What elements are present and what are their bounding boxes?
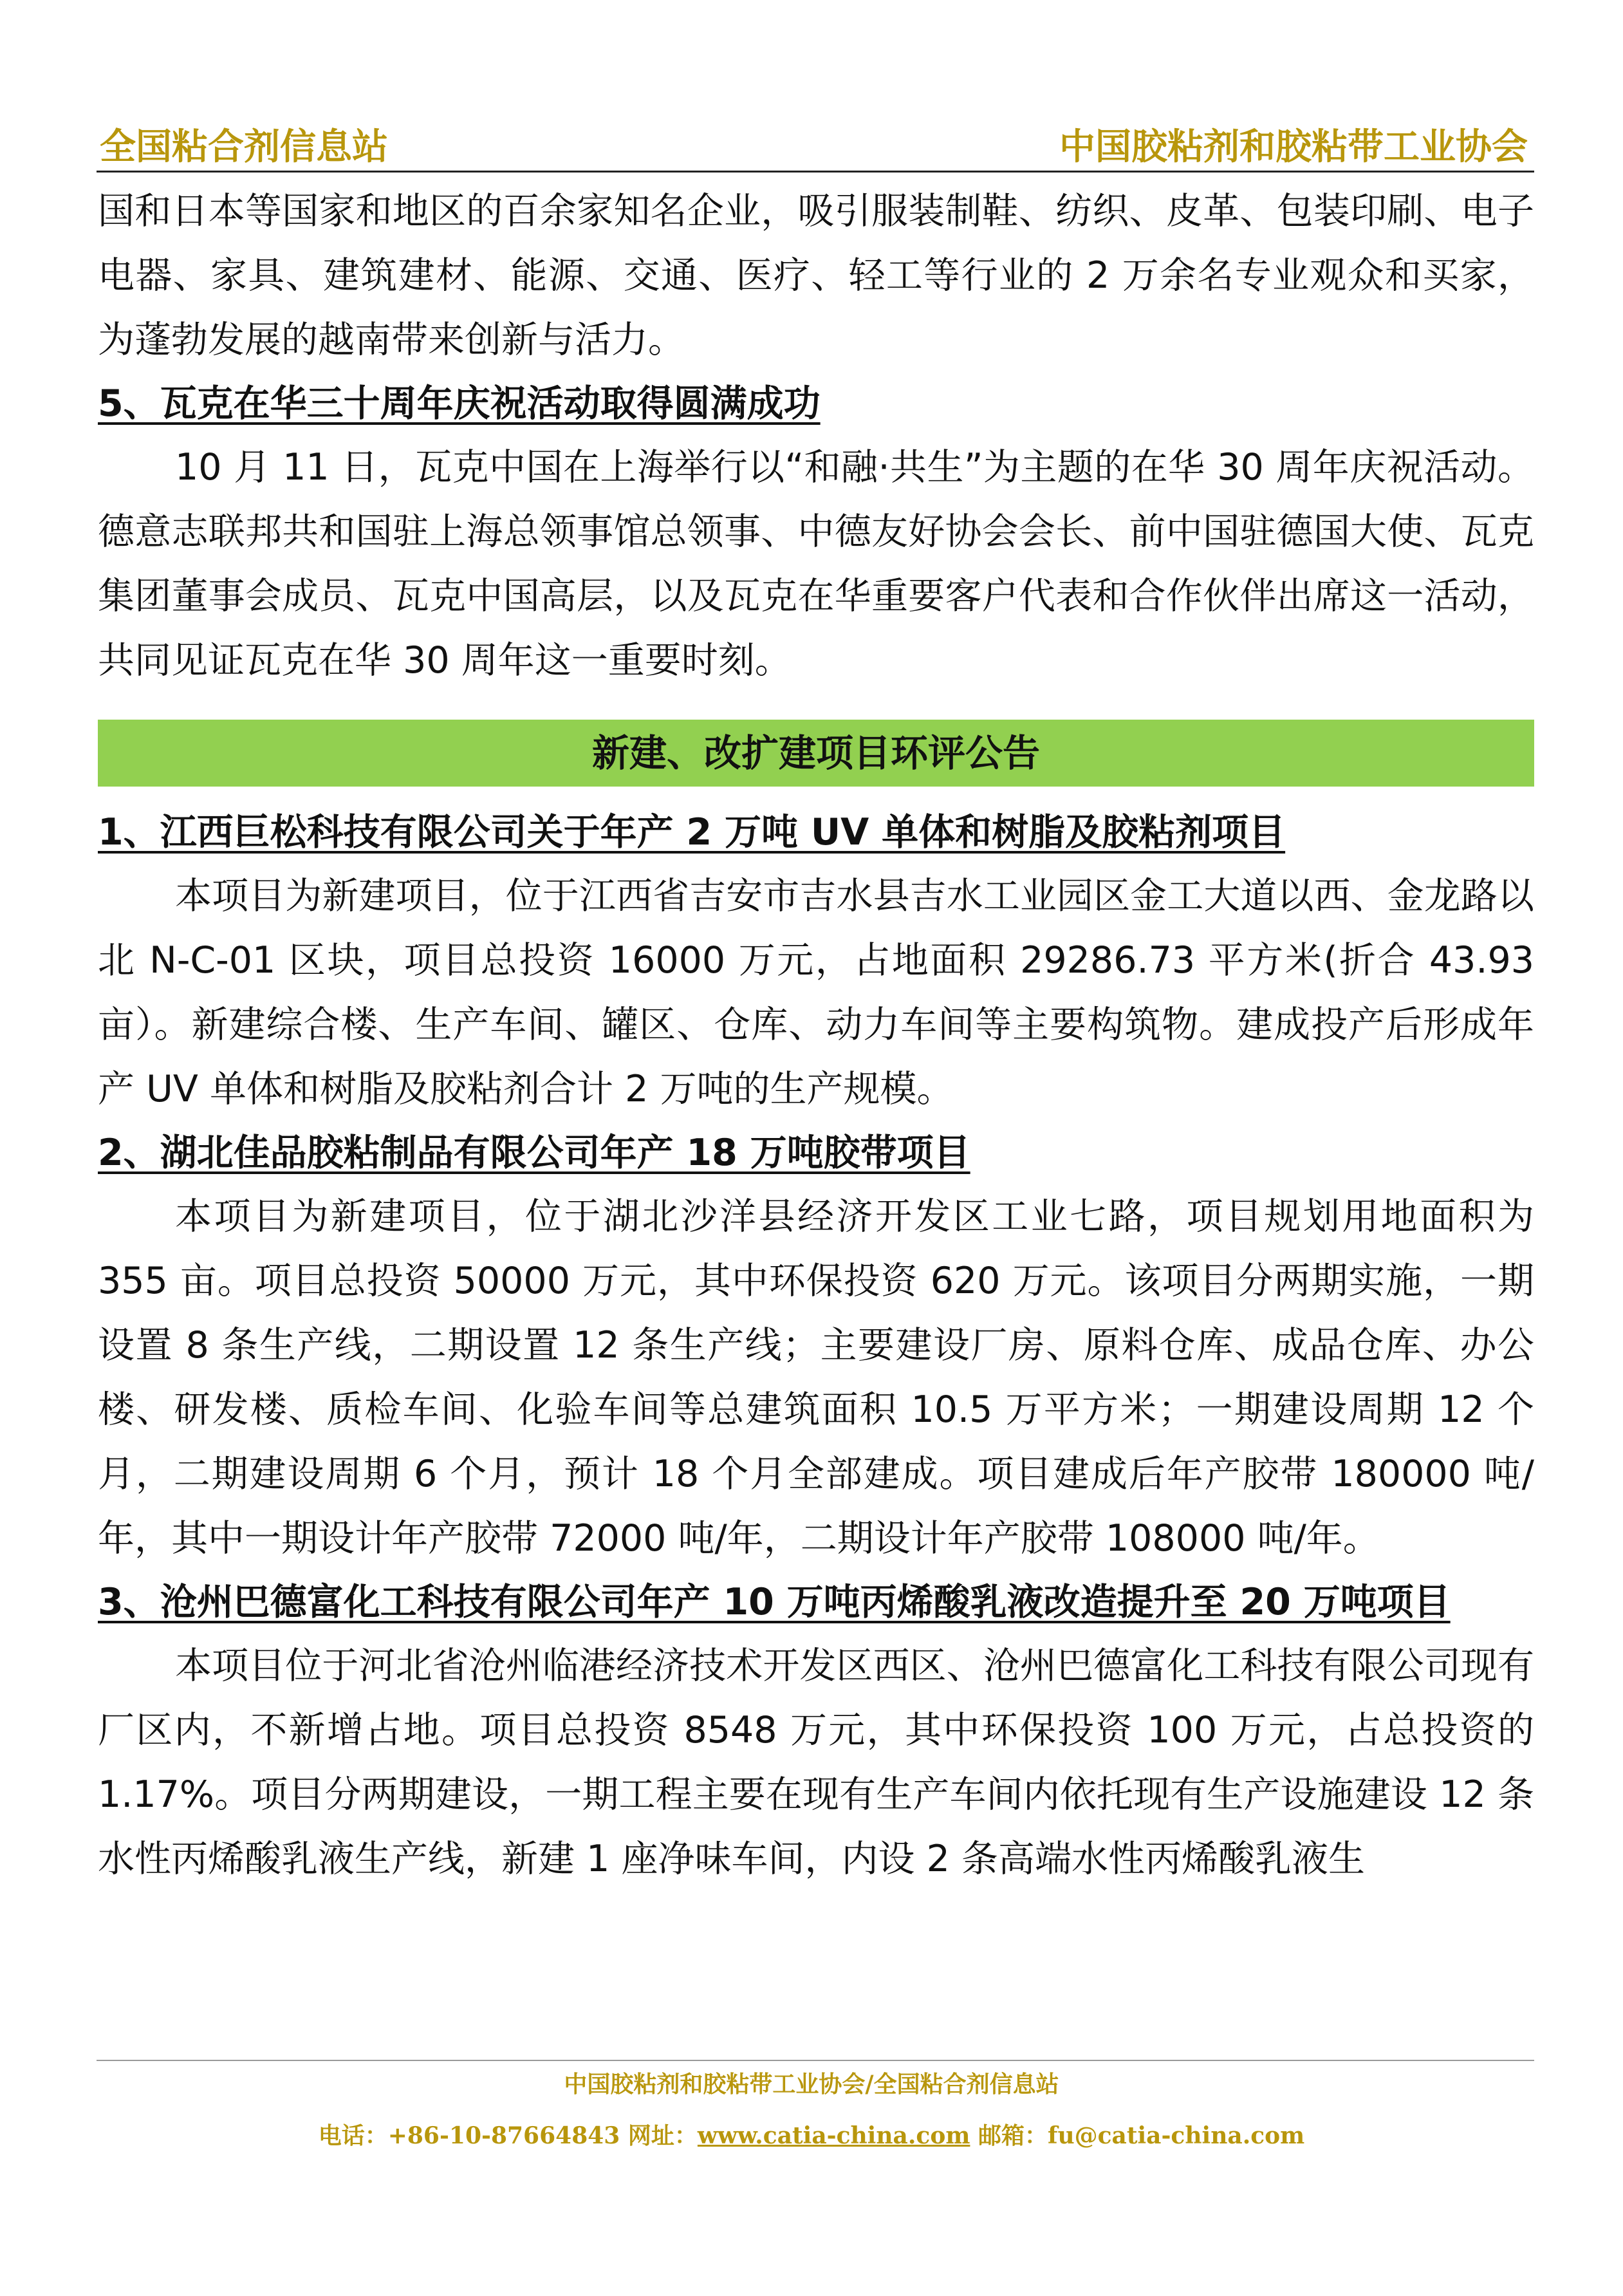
header-right-title: 中国胶粘剂和胶粘带工业协会	[1059, 126, 1528, 168]
section-5-heading: 5、瓦克在华三十周年庆祝活动取得圆满成功	[98, 382, 821, 425]
footer-phone: 电话：+86-10-87664843 网址：	[318, 2122, 698, 2149]
header-left-title: 全国粘合剂信息站	[100, 126, 388, 168]
project-1-paragraph: 本项目为新建项目，位于江西省吉安市吉水县吉水工业园区金工大道以西、金龙路以北 N-C-01 区块，项目总投资 16000 万元，占地面积 29286.73 平方米(折合 43.93 亩）。新建综合楼、生产车间、罐区、仓库、动力车间等主要构筑物。建成投产后形成年产 UV 单体和树脂及胶粘剂合计 2 万吨的生产规模。	[98, 875, 1534, 1110]
page-header	[97, 109, 1534, 173]
project-1-heading: 1、江西巨松科技有限公司关于年产 2 万吨 UV 单体和树脂及胶粘剂项目	[98, 811, 1286, 854]
page-content	[98, 179, 1534, 1891]
project-3-heading: 3、沧州巴德富化工科技有限公司年产 10 万吨丙烯酸乳液改造提升至 20 万吨项目	[98, 1581, 1451, 1623]
project-2-heading: 2、湖北佳品胶粘制品有限公司年产 18 万吨胶带项目	[98, 1132, 970, 1174]
section-5-paragraph: 10 月 11 日，瓦克中国在上海举行以“和融·共生”为主题的在华 30 周年庆祝活动。德意志联邦共和国驻上海总领事馆总领事、中德友好协会会长、前中国驻德国大使、瓦克集团董事会成员、瓦克中国高层，以及瓦克在华重要客户代表和合作伙伴出席这一活动，共同见证瓦克在华 30 周年这一重要时刻。	[98, 446, 1534, 682]
project-3-paragraph: 本项目位于河北省沧州临港经济技术开发区西区、沧州巴德富化工科技有限公司现有厂区内，不新增占地。项目总投资 8548 万元，其中环保投资 100 万元，占总投资的 1.17%。项目分两期建设，一期工程主要在现有生产车间内依托现有生产设施建设 12 条水性丙烯酸乳液生产线，新建 1 座净味车间，内设 2 条高端水性丙烯酸乳液生	[98, 1645, 1534, 1880]
project-2-paragraph: 本项目为新建项目，位于湖北沙洋县经济开发区工业七路，项目规划用地面积为 355 亩。项目总投资 50000 万元，其中环保投资 620 万元。该项目分两期实施，一期设置 8 条生产线，二期设置 12 条生产线；主要建设厂房、原料仓库、成品仓库、办公楼、研发楼、质检车间、化验车间等总建筑面积 10.5 万平方米；一期建设周期 12 个月，二期建设周期 6 个月，预计 18 个月全部建成。项目建成后年产胶带 180000 吨/年，其中一期设计年产胶带 72000 吨/年，二期设计年产胶带 108000 吨/年。	[98, 1195, 1534, 1560]
footer-email[interactable]: 邮箱：fu@catia-china.com	[970, 2122, 1305, 2149]
footer-org-line: 中国胶粘剂和胶粘带工业协会/全国粘合剂信息站	[564, 2071, 1059, 2098]
intro-paragraph: 国和日本等国家和地区的百余家知名企业，吸引服装制鞋、纺织、皮革、包装印刷、电子电器、家具、建筑建材、能源、交通、医疗、轻工等行业的 2 万余名专业观众和买家，为蓬勃发展的越南带来创新与活力。	[98, 190, 1534, 361]
footer-divider	[97, 2060, 1534, 2061]
footer-contact-line	[0, 2118, 1623, 2151]
footer-website-link[interactable]: www.catia-china.com	[697, 2122, 970, 2149]
section-banner: 新建、改扩建项目环评公告	[98, 720, 1534, 787]
